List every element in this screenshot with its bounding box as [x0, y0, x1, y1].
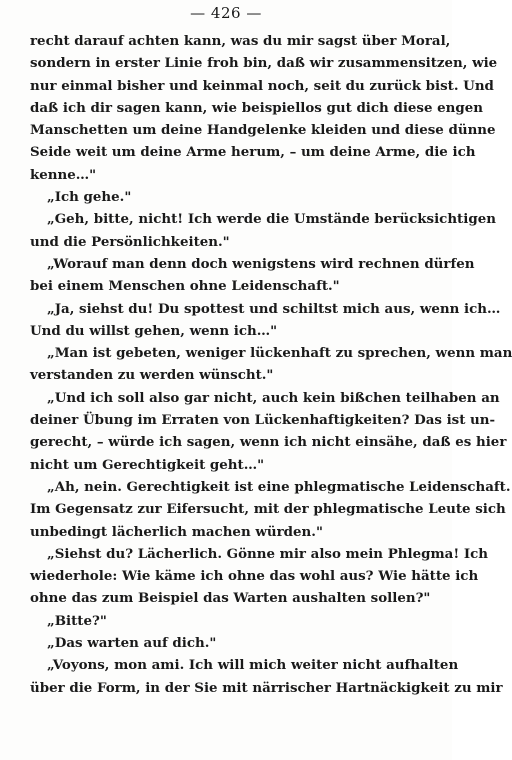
text-line: unbedingt lächerlich machen würden.": [30, 523, 323, 540]
paragraph: [30, 476, 511, 543]
text-line: und die Persönlichkeiten.": [30, 233, 230, 250]
paragraph: [30, 654, 503, 699]
text-line: „Geh, bitte, nicht! Ich werde die Umstände berücksichtigen: [47, 211, 496, 228]
paragraph: [30, 298, 501, 343]
paragraph: [30, 186, 440, 208]
text-line: gerecht, – würde ich sagen, wenn ich nicht einsähe, daß es hier: [30, 434, 507, 451]
text-line: „Ja, siehst du! Du spottest und schiltst mich aus, wenn ich…: [47, 300, 501, 317]
text-line: recht darauf achten kann, was du mir sagst über Moral,: [30, 33, 451, 49]
text-line: wiederhole: Wie käme ich ohne das wohl aus? Wie hätte ich: [30, 568, 479, 585]
text-line: „Das warten auf dich.": [47, 635, 217, 652]
text-line: „Siehst du? Lächerlich. Gönne mir also mein Phlegma! Ich: [47, 545, 489, 562]
text-line: „Ich gehe.": [47, 189, 132, 206]
text-line: nicht um Gerechtigkeit geht…": [30, 456, 265, 473]
text-line: Seide weit um deine Arme herum, – um deine Arme, die ich: [30, 144, 476, 161]
text-line: Und du willst gehen, wenn ich…": [30, 322, 278, 339]
text-line: bei einem Menschen ohne Leidenschaft.": [30, 278, 340, 295]
paragraph: [30, 253, 475, 298]
text-line: „Worauf man denn doch wenigstens wird rechnen dürfen: [47, 255, 475, 272]
paragraph: [30, 208, 496, 253]
text-line: „Ah, nein. Gerechtigkeit ist eine phlegmatische Leidenschaft.: [47, 478, 511, 495]
text-line: verstanden zu werden wünscht.": [30, 367, 274, 384]
paragraph: [30, 342, 512, 387]
text-line: über die Form, in der Sie mit närrischer Hartnäckigkeit zu mir: [30, 679, 503, 696]
text-line: „Man ist gebeten, weniger lückenhaft zu sprechen, wenn man: [47, 345, 512, 362]
text-line: „Bitte?": [47, 612, 107, 629]
text-line: ohne das zum Beispiel das Warten aushalten sollen?": [30, 590, 431, 607]
paragraph: [30, 30, 498, 186]
text-line: „Und ich soll also gar nicht, auch kein bißchen teilhaben an: [47, 389, 500, 406]
text-line: Manschetten um deine Handgelenke kleiden und diese dünne: [30, 122, 496, 139]
text-line: deiner Übung im Erraten von Lückenhaftigkeiten? Das ist un-: [30, 412, 496, 429]
text-line: kenne…": [30, 166, 97, 183]
paragraph: [30, 387, 507, 476]
text-line: nur einmal bisher und keinmal noch, seit du zurück bist. Und: [30, 77, 494, 94]
text-line: daß ich dir sagen kann, wie beispiellos gut dich diese engen: [30, 99, 484, 116]
paragraph: [30, 632, 440, 654]
text-line: sondern in erster Linie froh bin, daß wir zusammensitzen, wie: [30, 55, 498, 72]
paragraph: [30, 610, 440, 632]
page-number: — 426 —: [190, 4, 262, 22]
paragraph: [30, 543, 489, 610]
text-line: „Voyons, mon ami. Ich will mich weiter nicht aufhalten: [47, 657, 459, 674]
page-text: [30, 30, 512, 699]
text-line: Im Gegensatz zur Eifersucht, mit der phlegmatische Leute sich: [30, 501, 506, 518]
